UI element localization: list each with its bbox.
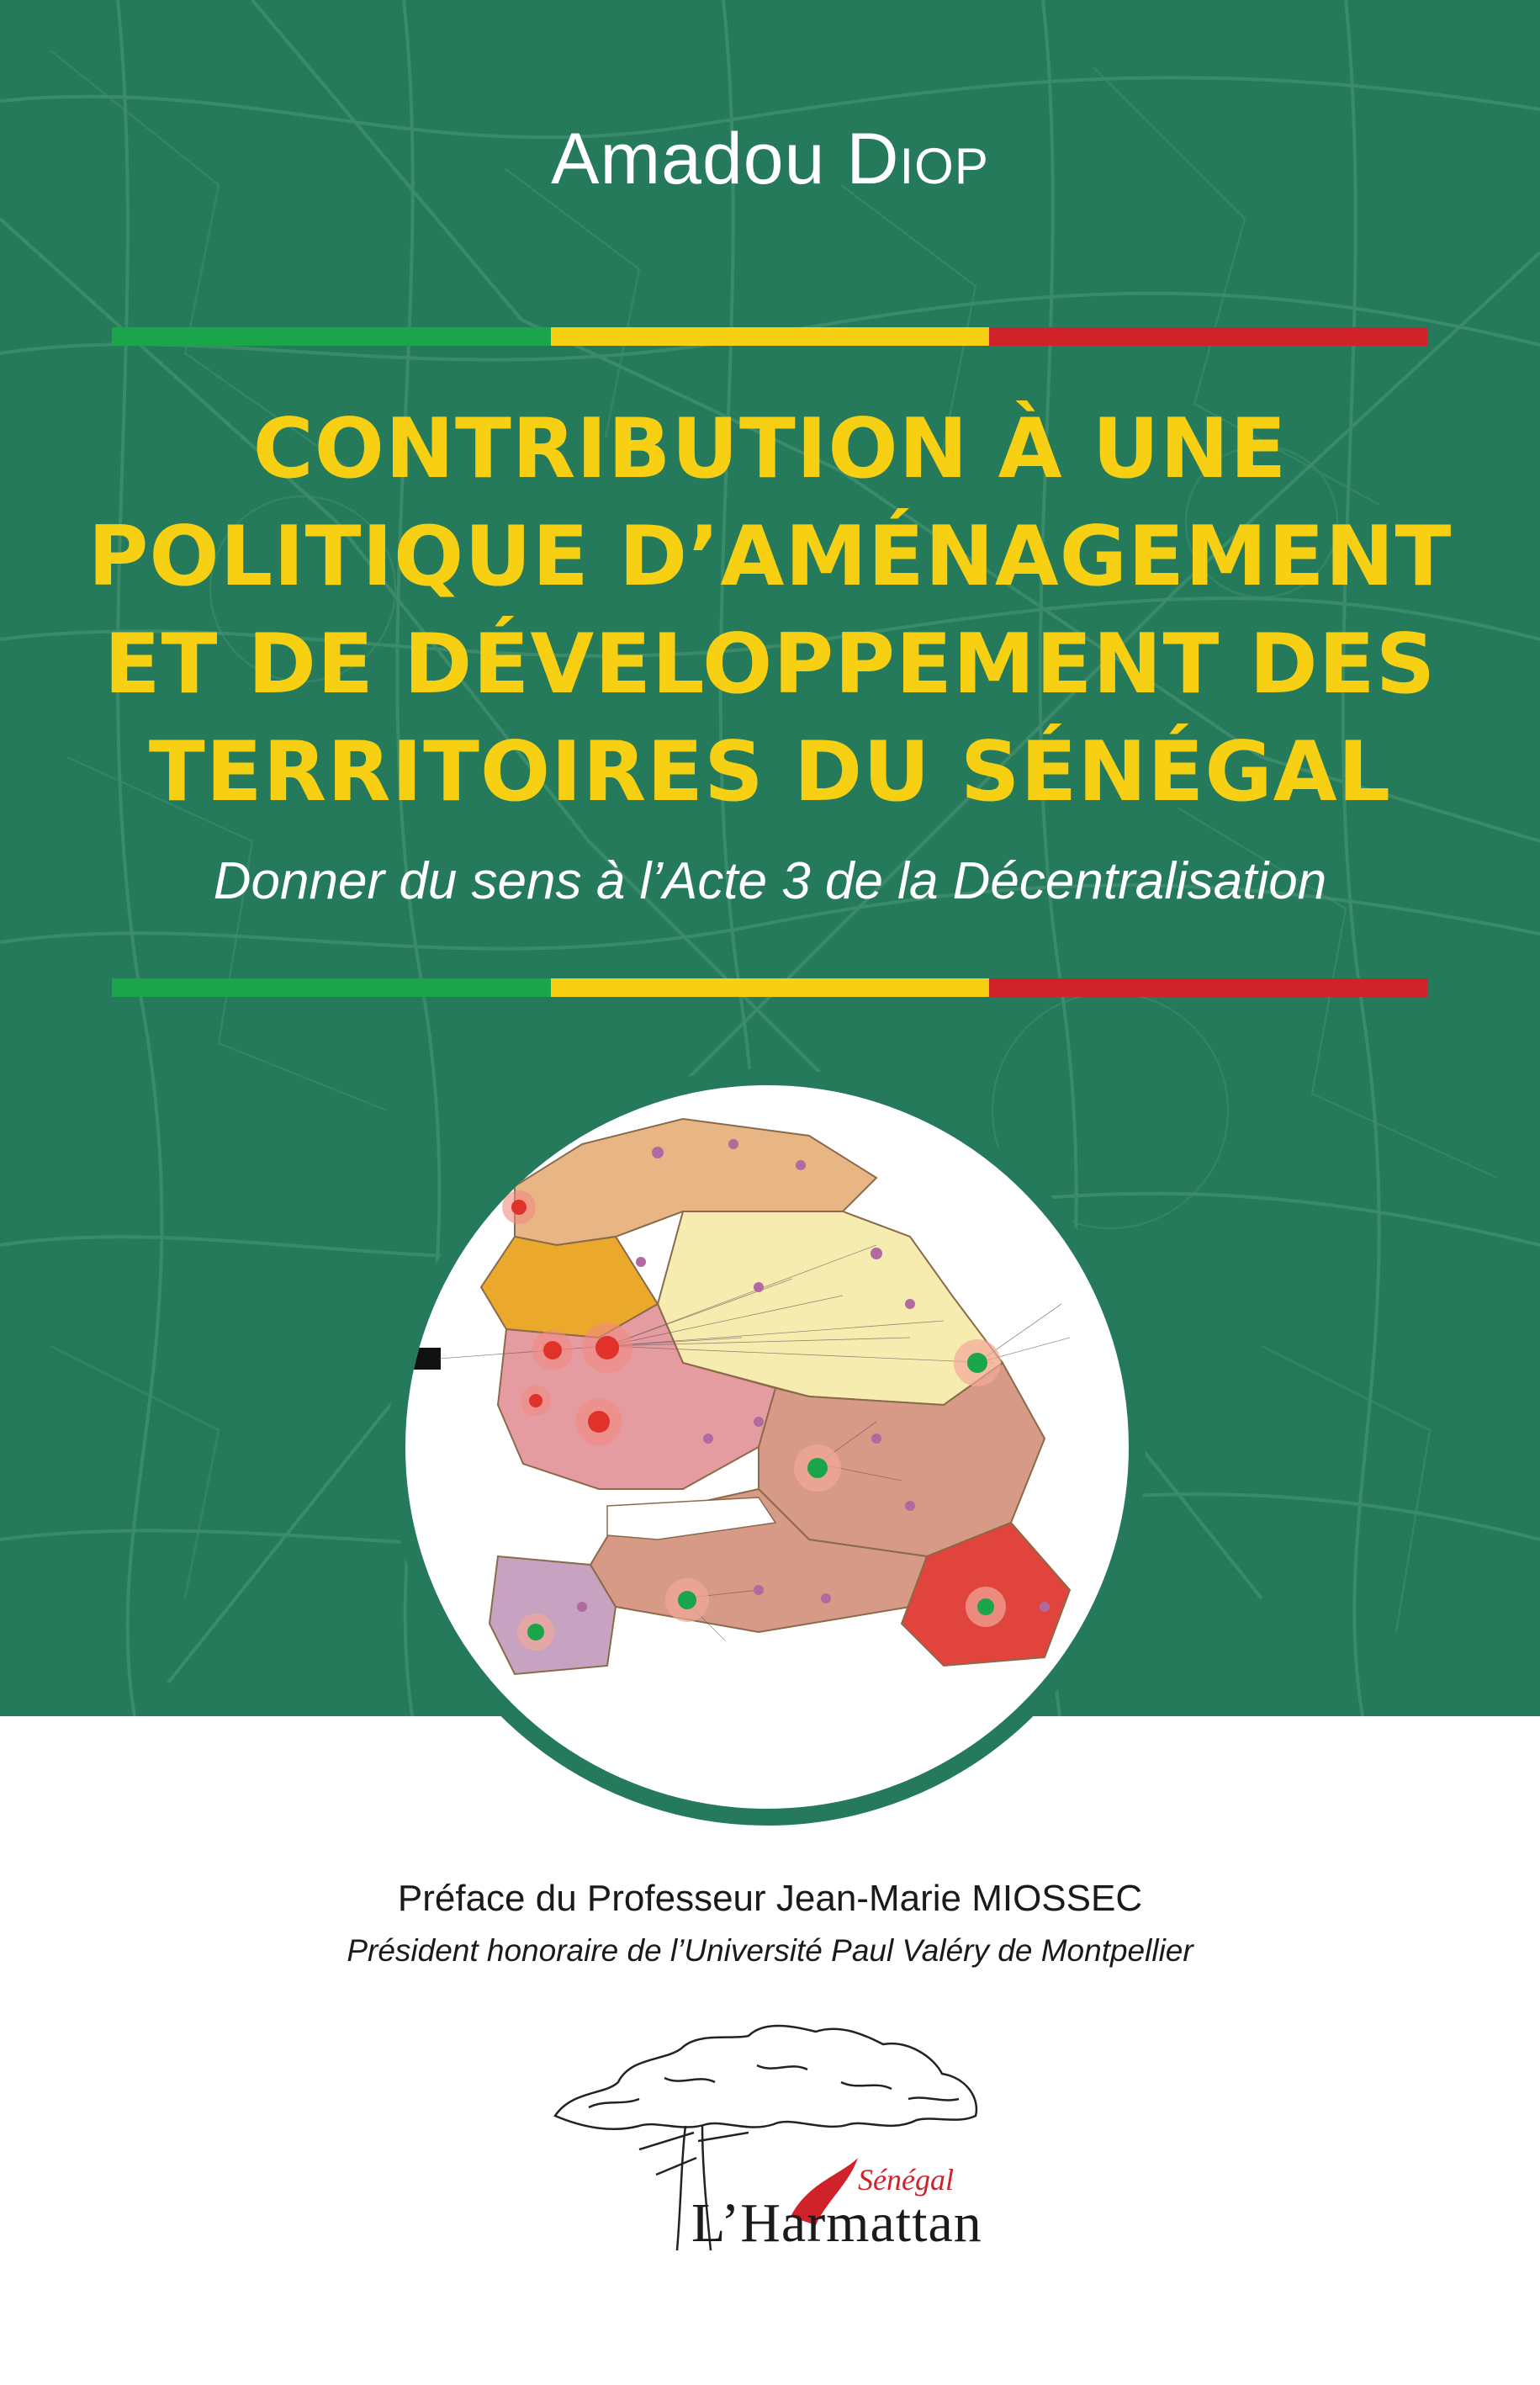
red-stripe	[989, 978, 1428, 997]
title-line: POLITIQUE D’AMÉNAGEMENT	[87, 509, 1453, 605]
senegal-regional-map-icon	[405, 1085, 1129, 1809]
green-stripe	[112, 978, 551, 997]
red-stripe	[989, 327, 1428, 346]
yellow-stripe	[551, 327, 990, 346]
preface-author-role: Président honoraire de l’Université Paul Valéry de Montpellier	[347, 1933, 1193, 1968]
author-name	[0, 118, 1540, 201]
book-title	[50, 395, 1490, 826]
map-medallion	[389, 1068, 1146, 1826]
publisher-country: Sénégal	[858, 2163, 954, 2197]
yellow-stripe	[551, 978, 990, 997]
book-subtitle: Donner du sens à l’Acte 3 de la Décentralisation	[213, 852, 1327, 910]
preface-credit: Préface du Professeur Jean-Marie MIOSSEC	[397, 1878, 1143, 1919]
publisher-name: L’Harmattan	[691, 2192, 982, 2254]
title-line: ET DE DÉVELOPPEMENT DES	[103, 617, 1437, 713]
author-last-name: Diop	[846, 119, 989, 199]
bottom-tricolor-bar	[112, 978, 1428, 997]
top-tricolor-bar	[112, 327, 1428, 346]
author-first-name: Amadou	[551, 119, 826, 199]
title-line: CONTRIBUTION À UNE	[252, 401, 1288, 497]
green-stripe	[112, 327, 551, 346]
title-line: TERRITOIRES DU SÉNÉGAL	[148, 724, 1392, 820]
